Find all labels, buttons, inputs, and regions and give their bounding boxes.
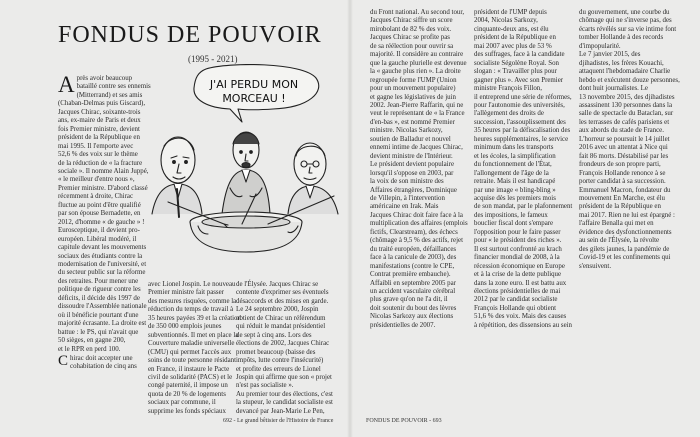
text-line: Le président devient populaire bbox=[370, 161, 454, 169]
text-line: de sa réélection pour ouvrir sa bbox=[370, 42, 454, 50]
text-line: l'affaire Benalla qui met en bbox=[579, 220, 654, 228]
text-line: (Mitterrand) et ses amis bbox=[76, 91, 143, 99]
text-line: des impositions, le fameux bbox=[474, 211, 548, 219]
text-line: L'horreur se poursuit le 14 juillet bbox=[579, 135, 670, 143]
text-line: congé paternité, il impose un bbox=[148, 382, 228, 390]
text-line: élections présidentielles de mai bbox=[474, 287, 561, 295]
text-line: hirac doit accepter une bbox=[70, 354, 133, 362]
text-line: qui réduit le mandat présidentiel bbox=[236, 323, 326, 331]
text-line: Au premier tour des élections, c'est bbox=[236, 390, 333, 398]
text-line: 52,6 % des voix sur le thème bbox=[58, 151, 138, 159]
text-line: plus grave qu'on ne l'a dit, il bbox=[370, 296, 448, 304]
footer-left: 692 - Le grand bêtisier de l'Histoire de France bbox=[223, 418, 334, 424]
text-line: de 350 000 emplois jeunes bbox=[148, 323, 222, 331]
text-line: d'impopularité. bbox=[579, 42, 621, 50]
text-line: du fonctionnement de l'État, bbox=[474, 161, 552, 169]
text-line: 13 novembre 2015, des djihadistes bbox=[579, 93, 675, 101]
text-line: de Villepin, à l'intervention bbox=[370, 194, 445, 202]
text-line: en France, il instaure le Pacte bbox=[148, 365, 230, 373]
text-line: fictifs, Clearstream), des échecs bbox=[370, 228, 458, 236]
text-line: Jospin qui affirme que son « projet bbox=[236, 373, 332, 381]
text-line: (CMU) qui permet l'accès aux bbox=[148, 348, 232, 356]
text-line: aux abords du stade de France. bbox=[579, 127, 664, 135]
text-line: mouvement En Marche, est élu bbox=[579, 194, 665, 202]
text-line: 35 heures par la défiscalisation des bbox=[474, 127, 571, 135]
text-line: la stupeur, le candidat socialiste est bbox=[236, 399, 333, 407]
text-line: assassinent 130 personnes dans la bbox=[579, 101, 673, 109]
text-line: un accident vasculaire cérébral bbox=[370, 287, 456, 295]
text-line: salle de spectacle du Bataclan, sur bbox=[579, 110, 674, 118]
text-line: Affaibli en septembre 2005 par bbox=[370, 279, 456, 287]
text-line: des retraites. Pour mener une bbox=[58, 277, 139, 285]
text-line: par son épouse Bernadette, en bbox=[58, 210, 141, 218]
text-line: mai 2007 avec plus de 53 % bbox=[474, 42, 552, 50]
text-line: Premier ministre. D'abord classé bbox=[58, 184, 148, 192]
text-line: américaine en Irak. Mais bbox=[370, 203, 439, 211]
text-line: succession, l'assouplissement des bbox=[474, 118, 566, 126]
text-line: retraite. Mais il est handicapé bbox=[474, 178, 556, 186]
text-line: politique de rigueur contre les bbox=[58, 286, 141, 294]
text-line: 2012 par le candidat socialiste bbox=[474, 296, 558, 304]
text-line: promet beaucoup (baisse des bbox=[236, 348, 316, 356]
footer-right: FONDUS DE POUVOIR - 693 bbox=[366, 418, 442, 424]
text-line: l'opposition pour le faire passer bbox=[474, 228, 561, 236]
text-line: pour un mouvement populaire) bbox=[370, 85, 456, 93]
text-line: et les écoles, la simplification bbox=[474, 152, 556, 160]
text-line: président de l'UMP depuis bbox=[474, 9, 547, 16]
text-line: par une image « bling-bling » bbox=[474, 186, 556, 194]
dropcap-a: A bbox=[58, 72, 75, 97]
text-line: djihadistes, les frères Kouachi, bbox=[579, 59, 664, 67]
text-line: que la gauche plurielle est devenue bbox=[370, 59, 467, 67]
text-line: sociaux par commune, il bbox=[148, 399, 216, 407]
speech-line-1: J'AI PERDU MON bbox=[209, 78, 299, 91]
text-line: Contrat première embauche). bbox=[370, 271, 451, 279]
text-line: de sept à cinq ans. Lors des bbox=[236, 331, 312, 339]
text-line: ennemi intime de Jacques Chirac, bbox=[370, 144, 463, 152]
text-line: 2016 avec un attentat à Nice qui bbox=[579, 144, 668, 152]
text-line: les terrasses de cafés parisiens et bbox=[579, 118, 670, 126]
text-line: dans la zone euro. Il est battu aux bbox=[474, 279, 567, 287]
text-line: tomber Hollande à des records bbox=[579, 34, 664, 42]
text-line: Couverture maladie universelle bbox=[148, 340, 235, 348]
text-line: évidence des dysfonctionnements bbox=[579, 228, 672, 236]
text-line: de son mandat, par le plafonnement bbox=[474, 203, 573, 211]
text-line: frondeurs de son propre parti, bbox=[579, 161, 661, 169]
chapter-title: FONDUS DE POUVOIR bbox=[58, 22, 322, 48]
text-line: récession économique en Europe bbox=[474, 262, 565, 270]
text-line: du secteur public sur la réforme bbox=[58, 269, 146, 277]
column-4 bbox=[370, 9, 468, 330]
text-line: Premier ministre fait passer bbox=[148, 289, 224, 297]
text-line: sociale ». Il nomme Alain Juppé, bbox=[58, 167, 149, 175]
text-line: l'allègement des droits de bbox=[474, 110, 544, 118]
column-5 bbox=[474, 9, 572, 330]
text-line: modernisation de l'université, et bbox=[58, 260, 147, 268]
text-line: Jacques Chirac siffre un score bbox=[370, 17, 453, 25]
column-2 bbox=[148, 281, 241, 416]
speech-line-2: MORCEAU ! bbox=[222, 92, 286, 105]
text-line: dissoudre l'Assemblée nationale bbox=[58, 303, 147, 311]
text-line: cohabitation de cinq ans bbox=[70, 363, 137, 371]
text-line: capitule devant les mouvements bbox=[58, 244, 147, 252]
text-line: acquise dès les premiers mois bbox=[474, 194, 556, 202]
text-line: contente d'exprimer ses éventuels bbox=[236, 289, 329, 297]
caricature-illustration bbox=[138, 64, 350, 256]
text-line: Le 24 septembre 2000, Jospin bbox=[236, 306, 319, 314]
text-line: majorité écrasante. La droite est bbox=[58, 320, 147, 328]
text-line: attaquent l'hebdomadaire Charlie bbox=[579, 68, 671, 76]
text-line: du Front national. Au second tour, bbox=[370, 9, 465, 16]
text-line: et le RPR en perd 100. bbox=[58, 345, 121, 353]
text-line: pour « le président des riches ». bbox=[474, 237, 562, 245]
text-line: récemment à droite, Chirac bbox=[58, 193, 133, 201]
text-line: face à la canicule de 2003), des bbox=[370, 254, 457, 262]
text-line: lorsqu'il s'oppose en 2003, par bbox=[370, 169, 454, 177]
text-line: à répétition, des dissensions au sein bbox=[474, 321, 572, 329]
text-line: de la réduction de « la fracture bbox=[58, 159, 143, 167]
text-line: 2004, Nicolas Sarkozy, bbox=[474, 17, 538, 25]
text-line: veut le représentant de « la France bbox=[370, 110, 465, 118]
text-line: déficits, il décide dès 1997 de bbox=[58, 294, 140, 302]
text-line: gagner plus ». Avec son Premier bbox=[474, 76, 564, 84]
text-line: élections de 2002, Jacques Chirac bbox=[236, 340, 330, 348]
text-line: fluctue au point d'être qualifié bbox=[58, 201, 141, 209]
intro-text-2 bbox=[58, 352, 149, 372]
text-line: slogan : « Travailler plus pour bbox=[474, 68, 557, 76]
text-line: des mesures risquées, comme la bbox=[148, 297, 237, 305]
text-line: regroupée forme l'UMP (Union bbox=[370, 76, 457, 84]
text-line: civil de solidarité (PACS) et le bbox=[148, 373, 233, 381]
text-line: et profite des erreurs de Lionel bbox=[236, 365, 321, 373]
text-line: Eurosceptique, il devient pro- bbox=[58, 227, 140, 235]
text-line: Covid-19 et les confinements qui bbox=[579, 254, 671, 262]
text-line: majorité. Il considère au contraire bbox=[370, 51, 464, 59]
text-line: porter candidat à sa succession. bbox=[579, 178, 666, 186]
text-line: dont huit journalistes. Le bbox=[579, 85, 648, 93]
text-line: président de la République en bbox=[474, 34, 556, 42]
dropcap-c: C bbox=[58, 352, 69, 369]
text-line: et à la crise de la dette publique bbox=[474, 271, 562, 279]
text-line: la « gauche plus rien ». La droite bbox=[370, 68, 461, 76]
text-line: président de la République en bbox=[579, 203, 661, 211]
text-line: manifestations (contre le CPE, bbox=[370, 262, 455, 270]
text-line: chômage qui ne s'inverse pas, des bbox=[579, 17, 672, 25]
text-line: minimum dans les transports bbox=[474, 144, 554, 152]
text-line: financier mondial de 2008, à la bbox=[474, 254, 560, 262]
text-line: Il est surtout confronté au krach bbox=[474, 245, 562, 253]
text-line: François Hollande qui obtient bbox=[474, 304, 557, 312]
text-line: 35 heures payées 39 et la création bbox=[148, 314, 241, 322]
text-line: européen. Libéral modéré, il bbox=[58, 235, 137, 243]
right-figure bbox=[288, 143, 338, 214]
text-line: président de la République en bbox=[58, 134, 140, 142]
text-line: (chômage à 9,5 % des actifs, rejet bbox=[370, 237, 463, 245]
text-line: désaccords et des mises en garde. bbox=[236, 297, 329, 305]
text-line: et gagne les législatives de juin bbox=[370, 93, 456, 101]
text-line: sociaux des étudiants contre la bbox=[58, 252, 143, 260]
text-line: avec Lionel Jospin. Le nouveau bbox=[148, 281, 236, 288]
text-line: réduction du temps de travail à bbox=[148, 306, 234, 314]
column-6 bbox=[579, 9, 680, 271]
text-line: (Chaban-Delmas puis Giscard), bbox=[58, 100, 146, 108]
text-line: du traité européen, défaillances bbox=[370, 245, 457, 253]
text-line: 2002. Jean-Pierre Raffarin, qui ne bbox=[370, 101, 464, 109]
text-line: il entreprend une série de réformes, bbox=[474, 93, 572, 101]
chapter-years: (1995 - 2021) bbox=[188, 54, 238, 64]
intro-text-1 bbox=[58, 72, 151, 354]
text-line: où il bénéficie pourtant d'une bbox=[58, 311, 139, 319]
text-line: 51,6 % des voix. Mais des causes bbox=[474, 313, 567, 321]
text-line: Nicolas Sarkozy aux élections bbox=[370, 313, 454, 321]
text-line: fait 86 morts. Déstabilisé par les bbox=[579, 152, 669, 160]
text-line: cinquante-deux ans, est élu bbox=[474, 25, 549, 33]
text-line: bouclier fiscal dont s'empare bbox=[474, 220, 554, 228]
column-3 bbox=[236, 281, 333, 416]
text-line: Jacques Chirac doit faire face à la bbox=[370, 211, 463, 219]
text-line: présidentielles de 2007. bbox=[370, 321, 436, 329]
text-line: supprime les fonds spéciaux bbox=[148, 407, 226, 415]
text-line: fois Premier ministre, devient bbox=[58, 125, 140, 133]
text-line: 50 sièges, en gagne 200, bbox=[58, 337, 126, 345]
text-line: Le 7 janvier 2015, des bbox=[579, 51, 641, 59]
text-line: bataillé contre ses ennemis bbox=[76, 83, 151, 91]
text-line: écarts révélés sur sa vie intime font bbox=[579, 25, 677, 33]
text-line: Affaires étrangères, Dominique bbox=[370, 186, 457, 194]
text-line: pour l'autonomie des universités, bbox=[474, 101, 565, 109]
text-line: devancé par Jean-Marie Le Pen, bbox=[236, 407, 325, 415]
text-line: Emmanuel Macron, fondateur du bbox=[579, 186, 671, 194]
text-line: François Hollande renonce à se bbox=[579, 169, 666, 177]
text-line: la voix de son ministre des bbox=[370, 178, 444, 186]
text-line: mirobolant de 82 % des voix. bbox=[370, 25, 452, 33]
text-line: l'allongement de l'âge de la bbox=[474, 169, 549, 177]
text-line: du gouvernement, une courbe du bbox=[579, 9, 670, 16]
text-line: devient ministre de l'Intérieur. bbox=[370, 152, 453, 160]
text-line: Jacques Chirac se profite pas bbox=[370, 34, 450, 42]
text-line: de l'Élysée. Jacques Chirac se bbox=[236, 281, 319, 288]
text-line: soutien de Balladur et nouvel bbox=[370, 135, 451, 143]
text-line: doit soutenir du bout des lèvres bbox=[370, 304, 457, 312]
middle-figure bbox=[222, 132, 270, 214]
column-intro bbox=[58, 72, 151, 372]
text-line: Jacques Chirac, soixante-trois bbox=[58, 108, 141, 116]
text-line: n'est pas socialiste ». bbox=[236, 382, 294, 390]
text-line: hebdo et exécutent douze personnes, bbox=[579, 76, 680, 84]
text-line: quota de 20 % de logements bbox=[148, 390, 226, 398]
text-line: mai 1995. Il l'emporte avec bbox=[58, 142, 134, 150]
text-line: battue : le PS, qui n'avait que bbox=[58, 328, 139, 336]
text-line: multiplication des affaires (emplois bbox=[370, 220, 468, 228]
text-line: soins de toute personne résidant bbox=[148, 357, 237, 365]
text-line: ministre François Fillon, bbox=[474, 85, 542, 93]
text-line: d'en-bas », est nommé Premier bbox=[370, 118, 455, 126]
text-line: obtient de Chirac un référendum bbox=[236, 314, 326, 322]
text-line: impôts, lutte contre l'insécurité) bbox=[236, 357, 324, 365]
text-line: au sein de l'Élysée, la révolte bbox=[579, 237, 660, 245]
text-line: s'ensuivent. bbox=[579, 262, 612, 270]
text-line: des gilets jaunes, la pandémie de bbox=[579, 245, 670, 253]
text-line: des suffrages, face à la candidate bbox=[474, 51, 565, 59]
text-line: 2012, d'homme « de gauche » ! bbox=[58, 218, 145, 226]
text-line: subventionnés. Il met en place la bbox=[148, 331, 239, 339]
text-line: ministre. Nicolas Sarkozy, bbox=[370, 127, 443, 135]
text-line: près avoir beaucoup bbox=[76, 75, 133, 82]
text-line: ans, ex-maire de Paris et deux bbox=[58, 117, 141, 125]
text-line: heures supplémentaires, le service bbox=[474, 135, 569, 143]
text-line: « le meilleur d'entre nous », bbox=[58, 176, 135, 184]
text-line: socialiste Ségolène Royal. Son bbox=[474, 59, 559, 67]
text-line: mai 2017. Rien ne lui est épargné : bbox=[579, 211, 675, 219]
